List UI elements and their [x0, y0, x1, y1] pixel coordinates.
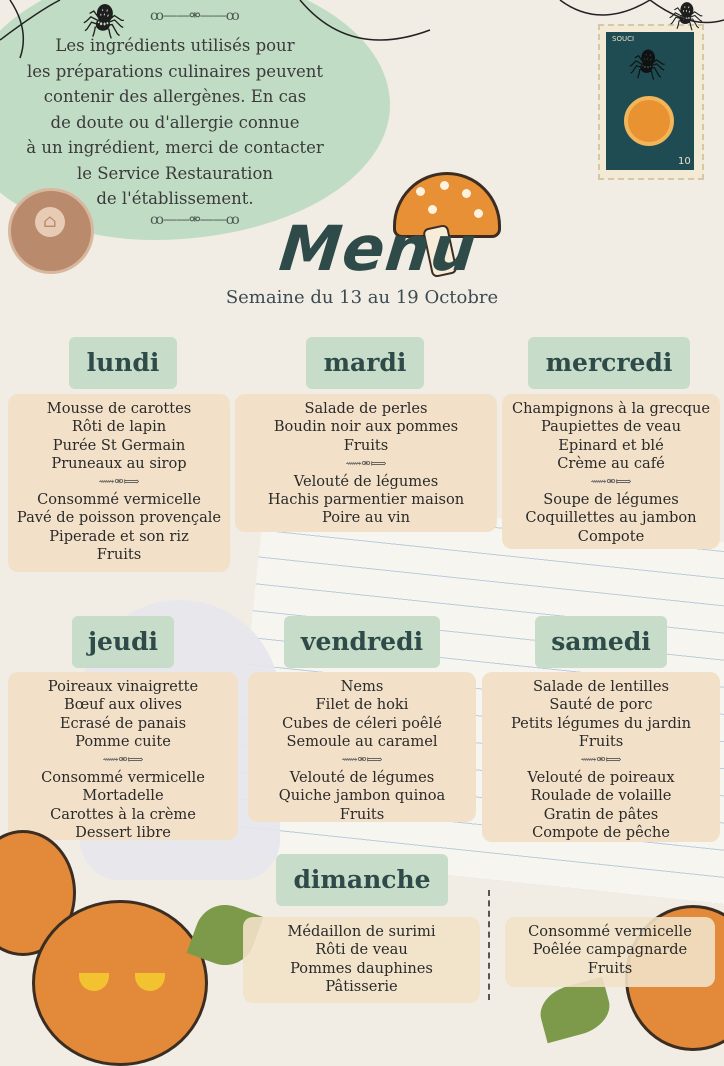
week-subtitle: Semaine du 13 au 19 Octobre: [225, 287, 499, 308]
menu-item: Pâtisserie: [325, 977, 398, 995]
menu-item: Fruits: [343, 436, 389, 454]
menu-item: Crème au café: [557, 454, 665, 472]
ornament-bottom: ꝏ——⚮——ꝏ: [150, 212, 239, 228]
menu-item: Mortadelle: [82, 787, 164, 805]
spider-icon: 🕷: [668, 0, 704, 33]
menu-item: Fruits: [339, 805, 385, 823]
menu-item: Compote: [577, 527, 645, 545]
menu-item: Semoule au caramel: [286, 732, 438, 750]
menu-item: Médaillon de surimi: [287, 923, 436, 940]
menu-item: Salade de perles: [304, 400, 428, 417]
menu-item: Mousse de carottes: [46, 400, 192, 417]
menu-card-mardi: [235, 394, 497, 532]
spider-icon: 🕷: [628, 48, 667, 83]
menu-item: Nems: [340, 678, 384, 695]
eye-icon: [135, 973, 165, 991]
menu-item: Velouté de poireaux: [527, 769, 675, 787]
day-title-jeudi: jeudi: [72, 616, 174, 668]
day-title-dimanche: dimanche: [276, 854, 448, 906]
menu-item: Coquillettes au jambon: [525, 509, 697, 527]
menu-item: Champignons à la grecque: [511, 400, 711, 417]
menu-item: Purée St Germain: [52, 436, 186, 454]
menu-item: Pruneaux au sirop: [51, 454, 187, 472]
menu-item: Fruits: [587, 959, 633, 977]
meal-separator: ⟿⚮⟾: [345, 456, 387, 470]
stamp-label: SOUCI: [612, 35, 635, 43]
stamp-number: 10: [678, 156, 691, 167]
menu-item: Rôti de lapin: [71, 418, 167, 436]
notice-line: Les ingrédients utilisés pour: [55, 36, 295, 55]
menu-item: Rôti de veau: [315, 941, 408, 959]
allergen-notice: [10, 33, 340, 212]
page-title: Menu: [276, 212, 480, 285]
menu-item: Velouté de légumes: [289, 769, 435, 787]
spider-icon: 🕷: [82, 2, 126, 42]
menu-item: Piperade et son riz: [49, 527, 189, 545]
menu-item: Quiche jambon quinoa: [278, 787, 446, 805]
menu-item: Bœuf aux olives: [63, 696, 183, 714]
menu-item: Poireaux vinaigrette: [47, 678, 199, 695]
menu-item: Soupe de légumes: [543, 491, 679, 509]
fait-maison-badge: [8, 188, 94, 274]
menu-item: Consommé vermicelle: [41, 769, 205, 787]
eye-icon: [79, 973, 109, 991]
menu-item: Consommé vermicelle: [37, 491, 201, 509]
marigold-flower-icon: [624, 96, 674, 146]
divider: [488, 890, 492, 1000]
menu-item: Filet de hoki: [315, 696, 409, 714]
menu-card-dimanche-lunch: [243, 917, 480, 1003]
postage-stamp: [598, 24, 704, 180]
menu-card-jeudi: [8, 672, 238, 840]
meal-separator: ⟿⚮⟾: [102, 753, 144, 767]
menu-item: Fruits: [578, 732, 624, 750]
menu-item: Pomme cuite: [75, 732, 171, 750]
menu-card-dimanche-dinner: [505, 917, 715, 987]
menu-item: Gratin de pâtes: [543, 805, 659, 823]
menu-item: Salade de lentilles: [533, 678, 669, 695]
menu-item: Pavé de poisson provençale: [16, 509, 222, 527]
menu-item: Roulade de volaille: [530, 787, 672, 805]
menu-card-samedi: [482, 672, 720, 842]
menu-item: Cubes de céleri poêlé: [282, 714, 442, 732]
menu-item: Compote de pêche: [532, 824, 670, 842]
menu-item: Poêlée campagnarde: [532, 941, 688, 959]
menu-item: Fruits: [96, 546, 142, 564]
meal-separator: ⟿⚮⟾: [590, 475, 632, 489]
day-title-mercredi: mercredi: [528, 337, 690, 389]
day-title-lundi: lundi: [69, 337, 177, 389]
notice-line: les préparations culinaires peuvent: [26, 61, 324, 81]
menu-item: Dessert libre: [75, 824, 171, 842]
notice-line: contenir des allergènes. En cas: [43, 87, 307, 106]
jack-o-lantern-illustration: [32, 900, 208, 1066]
menu-item: Ecrasé de panais: [59, 714, 187, 732]
day-title-vendredi: vendredi: [284, 616, 440, 668]
menu-card-vendredi: [248, 672, 476, 822]
day-title-mardi: mardi: [306, 337, 424, 389]
house-heart-icon: ⌂: [35, 207, 65, 237]
menu-card-mercredi: [502, 394, 720, 549]
menu-item: Sauté de porc: [549, 696, 653, 714]
menu-item: Consommé vermicelle: [528, 923, 692, 940]
meal-separator: ⟿⚮⟾: [98, 475, 140, 489]
notice-line: de l'établissement.: [96, 189, 254, 208]
meal-separator: ⟿⚮⟾: [580, 753, 622, 767]
menu-item: Boudin noir aux pommes: [273, 418, 459, 436]
meal-separator: ⟿⚮⟾: [341, 753, 383, 767]
menu-item: Epinard et blé: [558, 436, 664, 454]
ornament-top: ꝏ——⚮——ꝏ: [150, 8, 239, 24]
menu-item: Pommes dauphines: [290, 959, 433, 977]
menu-card-lundi: [8, 394, 230, 572]
day-title-samedi: samedi: [535, 616, 667, 668]
menu-item: Carottes à la crème: [50, 805, 196, 823]
menu-item: Petits légumes du jardin: [511, 714, 691, 732]
notice-line: de doute ou d'allergie connue: [50, 112, 300, 132]
menu-item: Hachis parmentier maison: [267, 491, 465, 509]
notice-line: à un ingrédient, merci de contacter: [26, 138, 324, 157]
notice-line: le Service Restauration: [76, 163, 274, 183]
menu-item: Poire au vin: [322, 509, 410, 527]
menu-item: Paupiettes de veau: [540, 418, 681, 436]
menu-item: Velouté de légumes: [293, 472, 439, 490]
stamp-artwork: [606, 32, 694, 170]
